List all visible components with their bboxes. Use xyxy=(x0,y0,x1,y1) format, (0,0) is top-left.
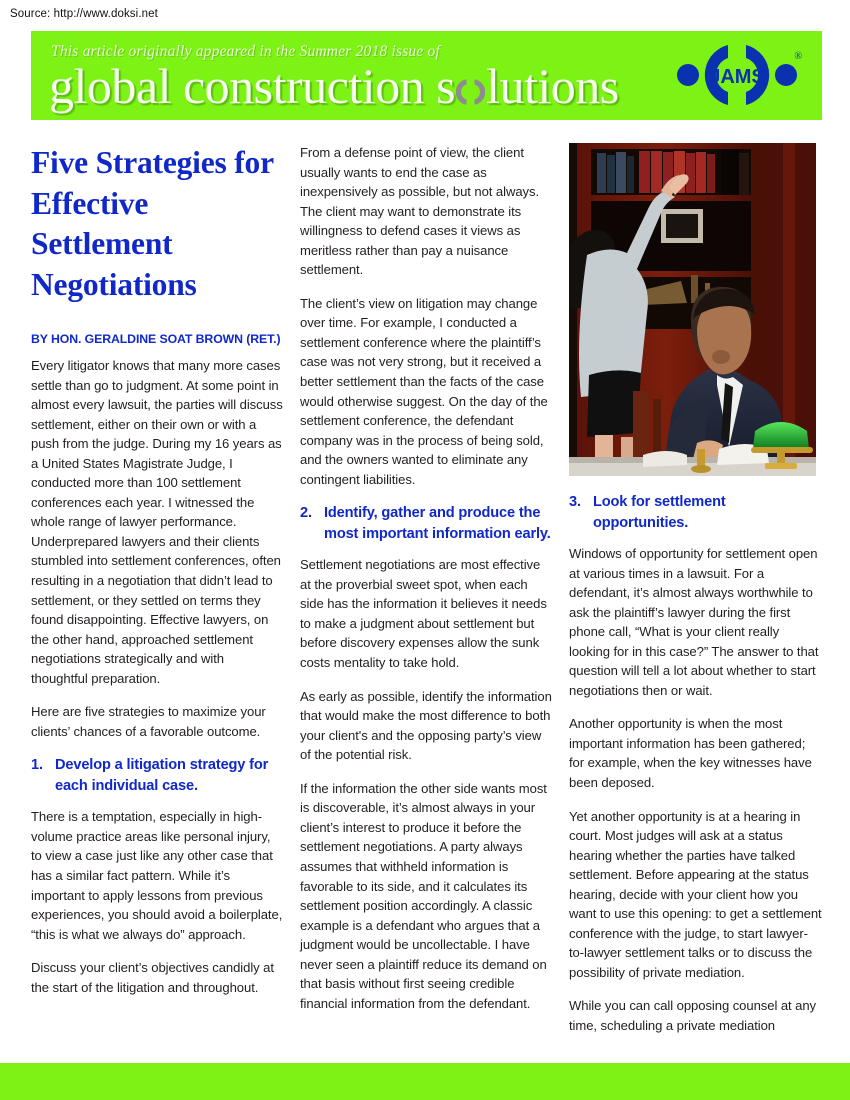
section-title: Identify, gather and produce the most important information early. xyxy=(324,505,551,542)
masthead-title-part-two: lutions xyxy=(486,58,619,114)
paragraph: While you can call opposing counsel at any time, scheduling a private mediation xyxy=(569,998,817,1034)
article-body xyxy=(31,143,822,1038)
paragraph: Settlement negotiations are most effective at the proverbial sweet spot, when each side has the information it believes it needs to make a judgment about settlement but before discovery expenses allow the sunk costs mentality to take hold. xyxy=(300,557,547,671)
split-ring-logo-glyph-icon xyxy=(456,77,485,107)
publication-masthead-banner xyxy=(31,31,822,120)
paragraph: Windows of opportunity for settlement open at various times in a lawsuit. For a defendant, it’s almost always worthwhile to ask the plaintiff’s lawyer during the first phone call, “What is your client really looking for in this case?” The answer to that question will tell a lot about whether to start negotiations then or wait. xyxy=(569,546,819,698)
jams-logo-left-dot xyxy=(677,64,699,86)
paragraph: If the information the other side wants most is discoverable, it’s almost always in your client’s interest to produce it before the settlement negotiations. A party always assumes that withheld information is favorable to its side, and it calculates its settlement position accordingly. A classic example is a defendant who argues that a judgment would be uncollectable. I have never seen a plaintiff reduce its demand on that basis without first seeing credible financial information from the defendant. xyxy=(300,780,547,1011)
source-url-label: Source: http://www.doksi.net xyxy=(10,8,158,20)
paragraph: There is a temptation, especially in high-volume practice areas like personal injury, to view a case just like any other case that has a similar fact pattern. While it’s important to apply lessons from previous experiences, you should avoid a boilerplate, “this is what we always do” approach. xyxy=(31,809,283,942)
section-heading-1 xyxy=(31,755,284,796)
footer-green-bar xyxy=(0,1063,850,1100)
section-heading-2 xyxy=(300,503,553,544)
masthead-publication-title xyxy=(49,58,619,114)
paragraph: From a defense point of view, the client usually wants to end the case as inexpensively as possible, but not always. The client may want to demonstrate its willingness to defend cases it views as meritless rather than pay a nuisance settlement. xyxy=(300,145,540,278)
article-column-2 xyxy=(300,143,553,1038)
paragraph: Discuss your client’s objectives candidly at the start of the litigation and throughout. xyxy=(31,960,274,995)
article-photo xyxy=(569,143,816,476)
section-title: Look for settlement opportunities. xyxy=(593,494,726,531)
jams-logo xyxy=(676,42,804,108)
section-heading-3 xyxy=(569,492,822,533)
paragraph: Another opportunity is when the most important information has been gathered; for example, when the key witnesses have been deposed. xyxy=(569,716,812,791)
section-number: 1. xyxy=(31,757,43,774)
paragraph: Here are five strategies to maximize your clients’ chances of a favorable outcome. xyxy=(31,704,266,739)
paragraph: As early as possible, identify the information that would make the most difference to both your client's and the opposing party’s view of the potential risk. xyxy=(300,688,552,763)
section-number: 3. xyxy=(569,494,581,510)
jams-logo-wordmark: JAMS xyxy=(709,66,765,88)
section-number: 2. xyxy=(300,505,312,522)
paragraph: Yet another opportunity is at a hearing in court. Most judges will ask at a status hearing whether the parties have talked settlement. Before appearing at the status hearing, decide with your client how you want to use this opening: to get a settlement conference with the judge, to start lawyer-to-lawyer settlement talks or to discuss the possibility of private mediation. xyxy=(569,808,822,980)
masthead-title-part-one: global construction s xyxy=(49,58,456,114)
article-byline: BY HON. GERALDINE SOAT BROWN (RET.) xyxy=(31,332,281,346)
page-title: Five Strategies for Effective Settlement Negotiations xyxy=(31,145,274,302)
article-column-3 xyxy=(569,143,822,1038)
section-title: Develop a litigation strategy for each individual case. xyxy=(55,757,269,794)
masthead-kicker-text: This article originally appeared in the Summer 2018 issue of xyxy=(51,43,440,60)
registered-trademark-icon: ® xyxy=(794,51,802,62)
paragraph: The client’s view on litigation may change over time. For example, I conducted a settlement conference where the plaintiff’s case was not very strong, but it received a better settlement than the facts of the case would otherwise suggest. On the day of the settlement conference, the defendant company was in the process of being sold, and the owners wanted to eliminate any contingent liabilities. xyxy=(300,295,548,487)
paragraph: Every litigator knows that many more cases settle than go to judgment. At some point in almost every lawsuit, the parties will discuss settlement, either on their own or with a push from the judge. During my 16 years as a United States Magistrate Judge, I conducted more than 100 settlement conferences each year. I witnessed the whole range of lawyer performance. Underprepared lawyers and their clients stumbled into settlement conferences, often resulting in a negotiation that didn’t lead to settlement, or they settled on terms they found disappointing. Effective lawyers, on the other hand, approached settlement negotiations strategically and with thoughtful preparation. xyxy=(31,358,283,686)
jams-logo-right-dot xyxy=(775,64,797,86)
article-column-1 xyxy=(31,143,284,1038)
